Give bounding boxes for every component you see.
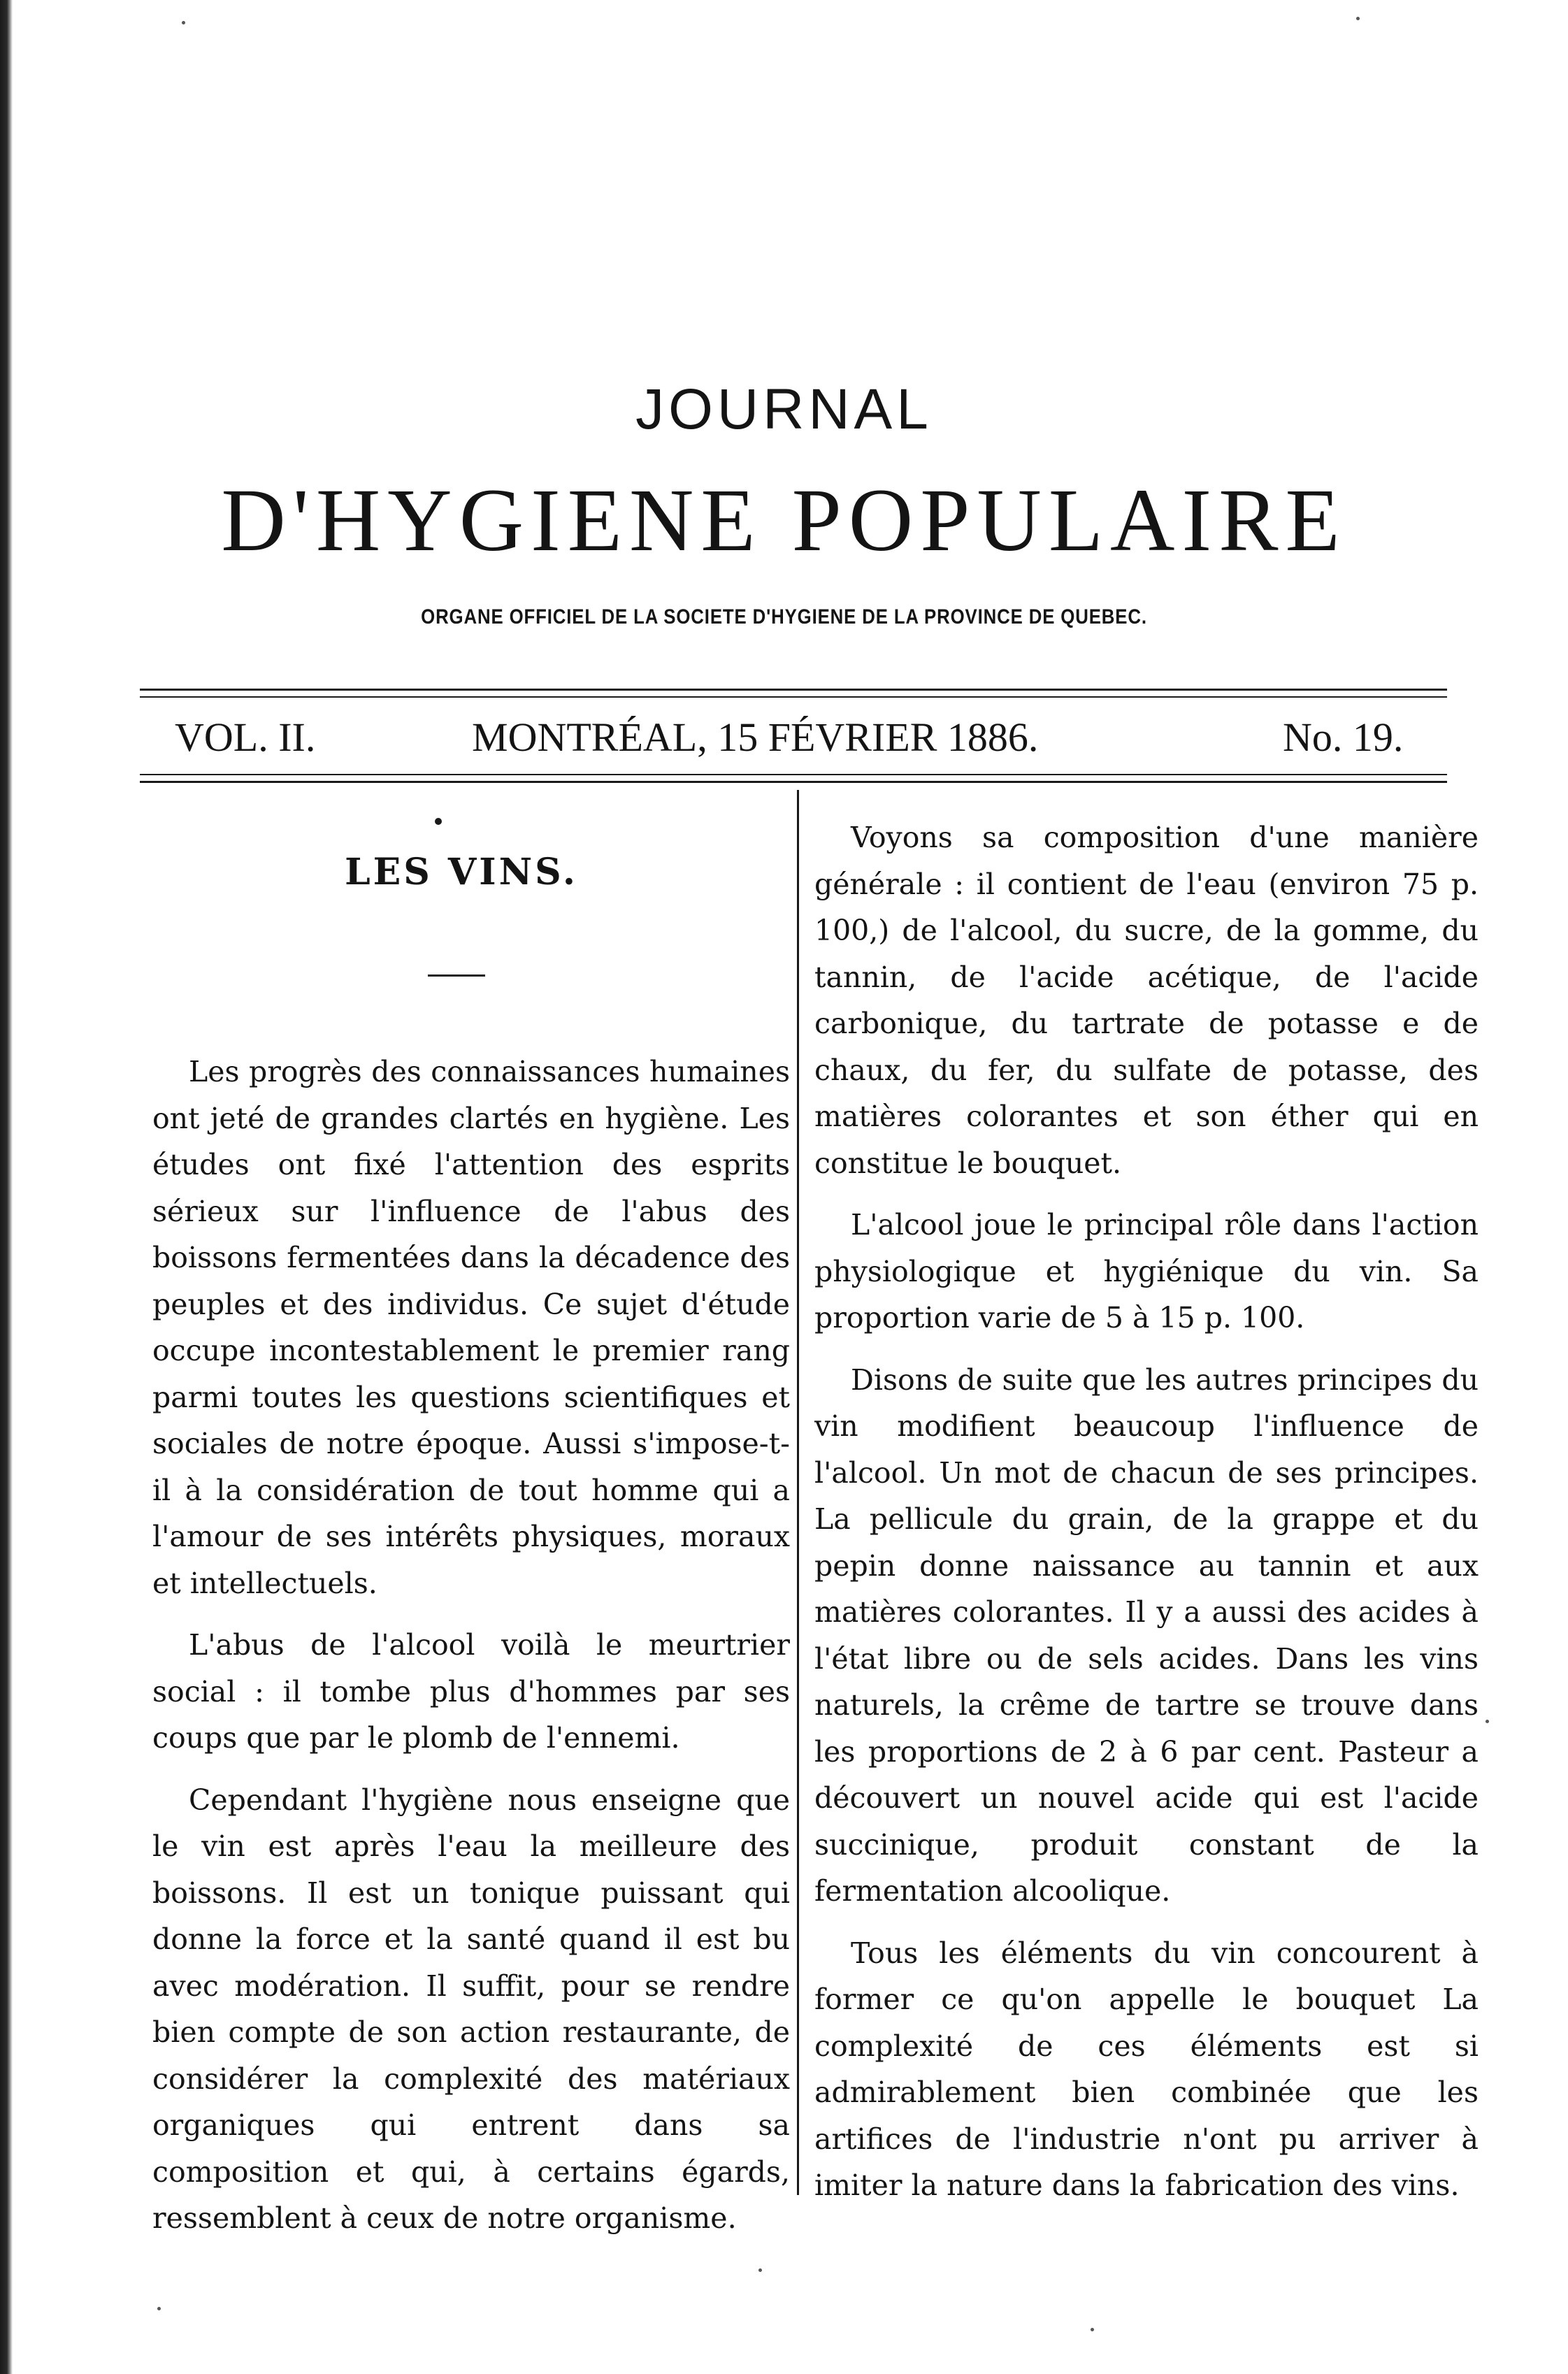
dateline-place-date: MONTRÉAL, 15 FÉVRIER 1886.	[472, 714, 1039, 760]
paragraph: Disons de suite que les autres principes du vin modifient beaucoup l'influence de l'alcool. Un mot de chacun de ses principes. La pellicule du grain, de la grappe et du pepin donne naissance au tannin et aux matières colorantes. Il y a aussi des acides à l'état libre ou de sels acides. Dans les vins naturels, la crême de tartre se trouve dans les proportions de 2 à 6 par cent. Pasteur a découvert un nouvel acide qui est l'acide succinique, produit constant de la fermentation alcoolique.	[814, 1362, 1479, 1908]
title-separator-dash	[428, 974, 485, 977]
page-binding-edge	[0, 0, 13, 2374]
paragraph: Cependant l'hygiène nous enseigne que le vin est après l'eau la meilleure des boissons. Il est un tonique puissant qui donne la force et la santé quand il est bu avec modération. Il suffit, pour se rendre bien compte de son action restaurante, de considérer la complexité des matériaux organiques qui entrent dans sa composition et qui, à certains égards, ressemblent à ceux de notre organisme.	[152, 1783, 790, 2235]
paper-speck	[758, 2268, 762, 2272]
paragraph: L'alcool joue le principal rôle dans l'action physiologique et hygiénique du vin. Sa proportion varie de 5 à 15 p. 100.	[814, 1208, 1479, 1335]
masthead-journal: JOURNAL	[635, 377, 933, 441]
dateline-bottom-rule-2	[140, 781, 1447, 783]
dateline-top-rule-1	[140, 689, 1447, 691]
paper-speck	[1091, 2328, 1094, 2331]
masthead-subtitle: ORGANE OFFICIEL DE LA SOCIETE D'HYGIENE DE LA PROVINCE DE QUEBEC.	[421, 605, 1147, 628]
dateline-bottom-rule-1	[140, 774, 1447, 775]
title-ornament-dot	[435, 818, 442, 825]
paper-speck	[1356, 17, 1360, 20]
paragraph: Voyons sa composition d'une manière générale : il contient de l'eau (environ 75 p. 100,) de l'alcool, du sucre, de la gomme, du tannin, de l'acide acétique, de l'acide carbonique, du tartrate de potasse e de chaux, du fer, du sulfate de potasse, des matières colorantes et son éther qui en constitue le bouquet.	[814, 821, 1479, 1180]
paper-speck	[157, 2307, 161, 2310]
article-right-column	[814, 814, 1479, 2209]
article-title: LES VINS.	[345, 851, 578, 893]
paragraph: Les progrès des connaissances humaines ont jeté de grandes clartés en hygiène. Les études ont fixé l'attention des esprits sérieux sur l'influence de l'abus des boissons fermentées dans la décadence des peuples et des individus. Ce sujet d'étude occupe incontestablement le premier rang parmi toutes les questions scientifiques et sociales de notre époque. Aussi s'impose-t-il à la considération de tout homme qui a l'amour de ses intérêts physiques, moraux et intellectuels.	[152, 1055, 790, 1600]
article-left-column	[152, 1049, 790, 2242]
dateline-number: No. 19.	[1283, 714, 1404, 760]
paper-speck	[1486, 1720, 1489, 1723]
paper-speck	[182, 21, 185, 24]
paragraph: Tous les éléments du vin concourent à former ce qu'on appelle le bouquet La complexité de ces éléments est si admirablement bien combinée que les artifices de l'industrie n'ont pu arriver à imiter la nature dans la fabrication des vins.	[814, 1936, 1479, 2202]
paragraph: L'abus de l'alcool voilà le meurtrier social : il tombe plus d'hommes par ses coups que par le plomb de l'ennemi.	[152, 1628, 790, 1755]
dateline-volume: VOL. II.	[175, 714, 316, 760]
column-divider	[797, 790, 799, 2195]
dateline-top-rule-2	[140, 696, 1447, 698]
masthead-title: D'HYGIENE POPULAIRE	[221, 470, 1347, 570]
